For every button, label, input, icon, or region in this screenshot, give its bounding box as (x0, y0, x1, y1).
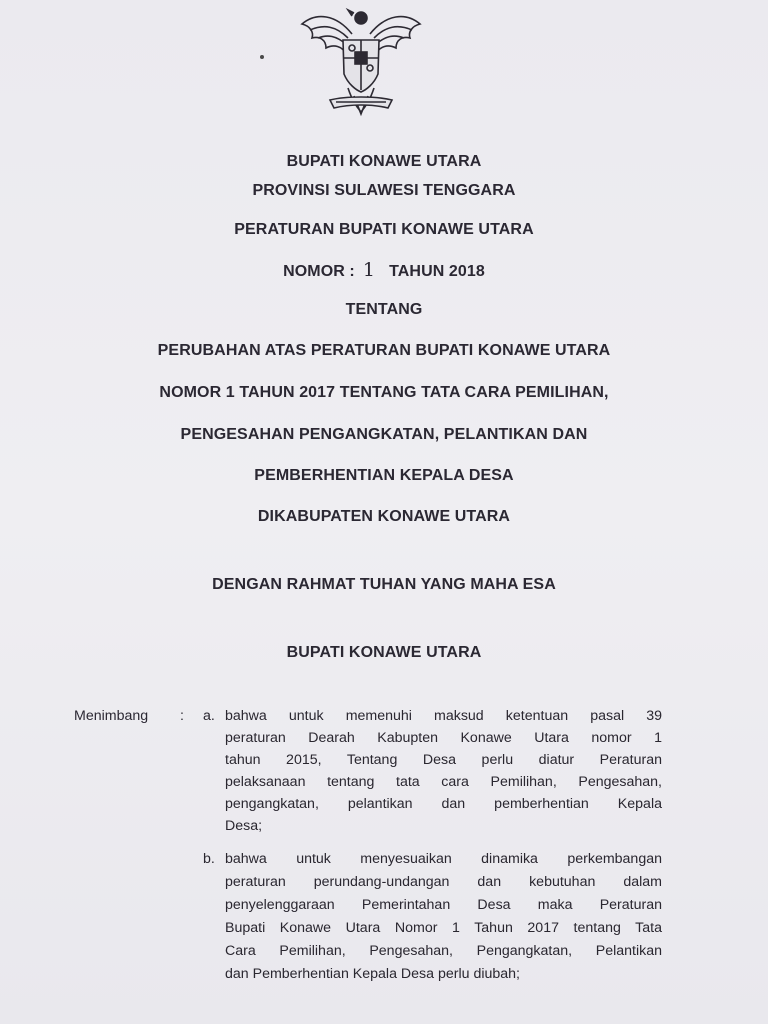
item-letter: a. (203, 708, 215, 724)
item-text-line: Cara Pemilihan, Pengesahan, Pengangkatan, Pelantikan (225, 943, 662, 959)
item-letter: b. (203, 851, 215, 867)
regulation-title: PERATURAN BUPATI KONAWE UTARA (234, 221, 534, 238)
nomor-handwritten-value: 1 (362, 259, 376, 281)
province-title: PROVINSI SULAWESI TENGGARA (252, 182, 516, 199)
item-text-line: bahwa untuk memenuhi maksud ketentuan pasal 39 (225, 708, 662, 724)
tentang-heading: TENTANG (345, 301, 423, 318)
official-title: BUPATI KONAWE UTARA (286, 153, 482, 170)
issuer-heading: BUPATI KONAWE UTARA (286, 644, 482, 661)
item-text-line: peraturan Dearah Kabupten Konawe Utara nomor 1 (225, 730, 662, 746)
item-text-line: tahun 2015, Tentang Desa perlu diatur Peraturan (225, 752, 662, 768)
item-text-line: Desa; (225, 818, 263, 834)
item-text-line: pengangkatan, pelantikan dan pemberhentian Kepala (225, 796, 662, 812)
subject-line: PERUBAHAN ATAS PERATURAN BUPATI KONAWE UTARA (157, 342, 611, 359)
opening-phrase: DENGAN RAHMAT TUHAN YANG MAHA ESA (212, 576, 556, 593)
item-text-line: dan Pemberhentian Kepala Desa perlu diubah; (225, 966, 520, 982)
subject-line: PENGESAHAN PENGANGKATAN, PELANTIKAN DAN (180, 426, 588, 443)
scan-speck (260, 55, 264, 59)
garuda-emblem-icon (296, 4, 426, 120)
subject-line: NOMOR 1 TAHUN 2017 TENTANG TATA CARA PEMILIHAN, (159, 384, 609, 401)
considering-colon: : (180, 708, 184, 724)
subject-line: PEMBERHENTIAN KEPALA DESA (254, 467, 514, 484)
nomor-label: NOMOR : (283, 263, 355, 280)
item-text-line: bahwa untuk menyesuaikan dinamika perkembangan (225, 851, 662, 867)
item-text-line: peraturan perundang-undangan dan kebutuhan dalam (225, 874, 662, 890)
item-text-line: pelaksanaan tentang tata cara Pemilihan, Pengesahan, (225, 774, 662, 790)
considering-label: Menimbang (74, 708, 149, 724)
tahun-label: TAHUN 2018 (389, 263, 485, 280)
item-text-line: penyelenggaraan Pemerintahan Desa maka Peraturan (225, 897, 662, 913)
regulation-number (0, 259, 768, 281)
item-text-line: Bupati Konawe Utara Nomor 1 Tahun 2017 tentang Tata (225, 920, 662, 936)
subject-line: DIKABUPATEN KONAWE UTARA (257, 508, 511, 525)
